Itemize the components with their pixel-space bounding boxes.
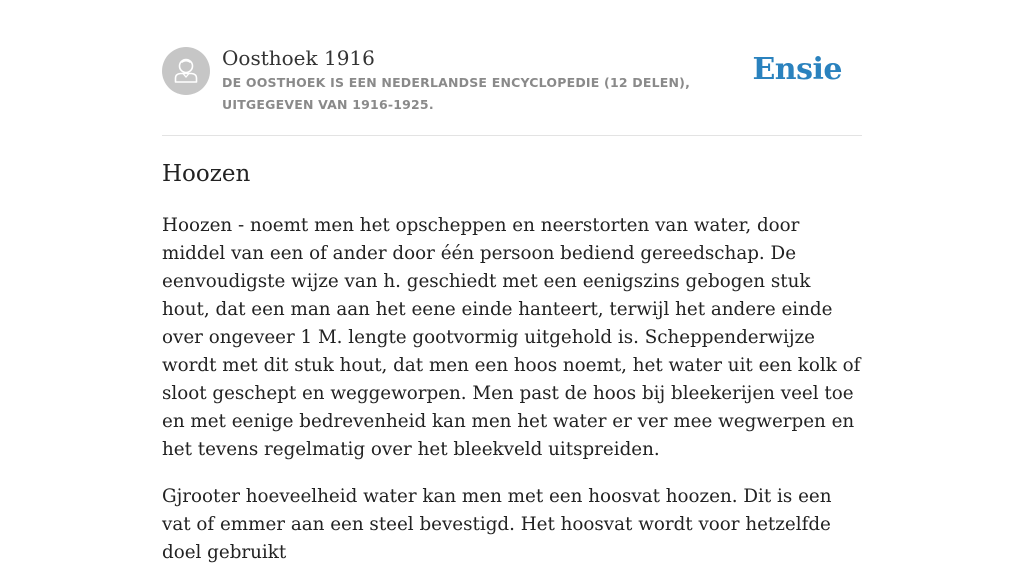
entry-body xyxy=(162,212,862,586)
source-description: DE OOSTHOEK IS EEN NEDERLANDSE ENCYCLOPEDIE (12 DELEN), UITGEGEVEN VAN 1916-1925. xyxy=(222,75,691,112)
source-header xyxy=(162,46,862,118)
header-divider xyxy=(162,135,862,136)
entry-paragraph: Hoozen - noemt men het opscheppen en neerstorten van water, door middel van een of ander door één persoon bediend gereedschap. De eenvoudigste wijze van h. geschiedt met een eenigszins gebogen stuk hout, dat een man aan het eene einde hanteert, terwijl het andere einde over ongeveer 1 M. lengte gootvormig uitgehold is. Scheppenderwijze wordt met dit stuk hout, dat men een hoos noemt, het water uit een kolk of sloot geschept en weggeworpen. Men past de hoos bij bleekerijen veel toe en met eenige bedrevenheid kan men het water er ver mee wegwerpen en het tevens regelmatig over het bleekveld uitspreiden. xyxy=(162,215,861,460)
user-icon xyxy=(162,47,210,95)
source-avatar[interactable] xyxy=(162,47,210,95)
entry-paragraph: Gjrooter hoeveelheid water kan men met een hoosvat hoozen. Dit is een vat of emmer aan een steel bevestigd. Het hoosvat wordt voor hetzelfde doel gebruikt xyxy=(162,486,832,563)
entry-title: Hoozen xyxy=(162,161,251,187)
source-title[interactable]: Oosthoek 1916 xyxy=(222,46,375,70)
brand-logo[interactable]: Ensie xyxy=(752,52,842,87)
